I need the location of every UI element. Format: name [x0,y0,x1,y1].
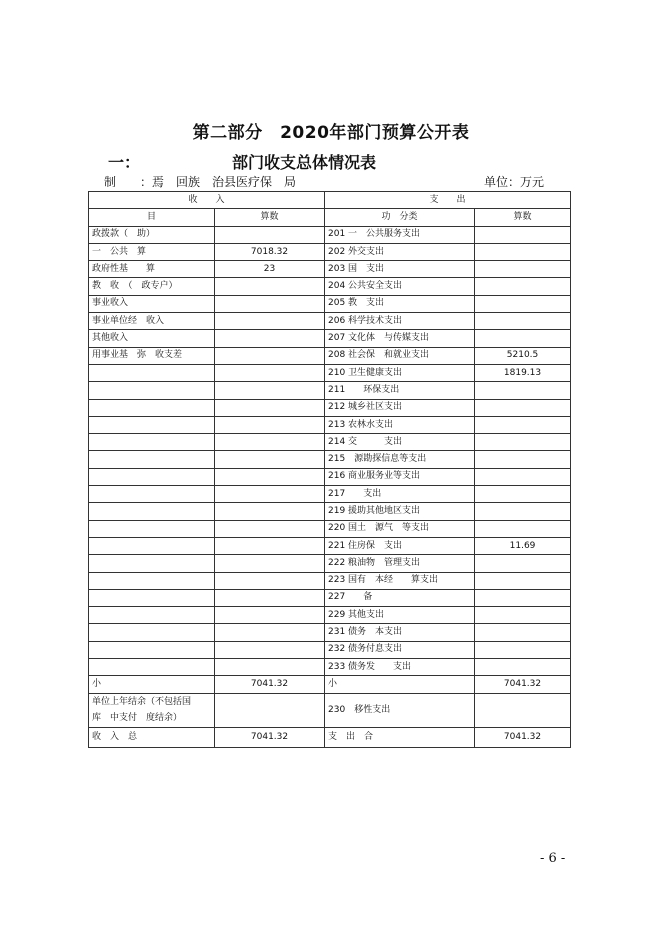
expense-amount [475,520,571,537]
table-row [89,382,571,399]
expense-item: 223 国有 本经 算支出 [325,572,475,589]
expense-amount [475,330,571,347]
expense-item: 214 交 支出 [325,434,475,451]
income-item: 事业单位经 收入 [89,313,215,330]
income-amount [215,416,325,433]
expense-subtotal-amount: 7041.32 [475,676,571,693]
expense-item: 204 公共安全支出 [325,278,475,295]
expense-item: 231 债务 本支出 [325,624,475,641]
expense-amount [475,503,571,520]
income-item: 其他收入 [89,330,215,347]
expense-amount [475,486,571,503]
table-row [89,486,571,503]
table-row [89,416,571,433]
income-header: 收 入 [89,192,325,209]
income-amount [215,434,325,451]
income-item [89,382,215,399]
expense-amount [475,399,571,416]
expense-item: 220 国土 源气 等支出 [325,520,475,537]
expense-item: 219 援助其他地区支出 [325,503,475,520]
expense-amount [475,607,571,624]
expense-item: 233 债务发 支出 [325,659,475,676]
table-row [89,589,571,606]
table-row [89,278,571,295]
income-amount: 23 [215,261,325,278]
income-amount [215,313,325,330]
income-item: 政府性基 算 [89,261,215,278]
expense-amount [475,572,571,589]
income-item [89,503,215,520]
expense-amount [475,313,571,330]
expense-item: 229 其他支出 [325,607,475,624]
income-item: 一 公共 算 [89,243,215,260]
expense-item: 217 支出 [325,486,475,503]
expense-item: 208 社会保 和就业支出 [325,347,475,364]
expense-amount [475,589,571,606]
income-amount [215,537,325,554]
income-item [89,434,215,451]
expense-amount [475,451,571,468]
table-row [89,641,571,658]
expense-item: 221 住房保 支出 [325,537,475,554]
table-row [89,364,571,381]
transfer-expense-label: 230 移性支出 [325,693,475,727]
income-item [89,589,215,606]
header-row-2 [89,209,571,226]
income-amount [215,468,325,485]
income-amount [215,364,325,381]
subtotal-row [89,676,571,693]
income-item [89,416,215,433]
expense-amount [475,624,571,641]
income-amount [215,347,325,364]
income-amount [215,278,325,295]
expense-subtotal-label: 小 [325,676,475,693]
income-amount [215,659,325,676]
expense-amount [475,295,571,312]
income-item [89,520,215,537]
amount-header-2: 算数 [475,209,571,226]
table-row [89,226,571,243]
income-item [89,486,215,503]
expense-item: 216 商业服务业等支出 [325,468,475,485]
income-item: 用事业基 弥 收支差 [89,347,215,364]
income-amount [215,382,325,399]
transfer-expense-amount [475,693,571,727]
organization-line: 制 ：焉 回族 治县医疗保 局 [104,175,297,189]
function-class-header: 功 分类 [325,209,475,226]
table-row [89,313,571,330]
income-amount [215,589,325,606]
table-row [89,607,571,624]
table-row [89,572,571,589]
income-amount [215,226,325,243]
table-row [89,347,571,364]
expense-amount [475,382,571,399]
expense-total-label: 支 出 合 [325,727,475,747]
expense-item: 205 教 支出 [325,295,475,312]
income-item [89,624,215,641]
carryover-label-line1: 单位上年结余（不包括国 [92,697,192,708]
table-row [89,451,571,468]
income-total-amount: 7041.32 [215,727,325,747]
table-row [89,330,571,347]
table-row [89,555,571,572]
income-amount [215,607,325,624]
income-total-label: 收 入 总 [89,727,215,747]
expense-amount [475,468,571,485]
expense-item: 210 卫生健康支出 [325,364,475,381]
income-item [89,451,215,468]
table-row [89,399,571,416]
expense-item: 213 农林水支出 [325,416,475,433]
expense-item: 215 源勘探信息等支出 [325,451,475,468]
total-row [89,727,571,747]
carryover-label-line2: 库 中支付 度结余） [92,713,183,724]
income-amount [215,486,325,503]
expense-amount [475,226,571,243]
expense-item: 207 文化体 与传媒支出 [325,330,475,347]
table-row [89,295,571,312]
amount-header: 算数 [215,209,325,226]
expense-amount: 5210.5 [475,347,571,364]
income-subtotal-label: 小 [89,676,215,693]
expense-amount: 1819.13 [475,364,571,381]
income-item: 教 收 （ 政专户） [89,278,215,295]
expense-amount [475,555,571,572]
table-row [89,537,571,554]
income-item [89,641,215,658]
income-amount [215,503,325,520]
expense-header: 支 出 [325,192,571,209]
income-subtotal-amount: 7041.32 [215,676,325,693]
expense-item: 202 外交支出 [325,243,475,260]
income-amount [215,555,325,572]
income-item [89,607,215,624]
table-row [89,520,571,537]
income-item: 事业收入 [89,295,215,312]
table-row [89,434,571,451]
expense-item: 211 环保支出 [325,382,475,399]
unit-label: 单位：万元 [484,175,545,189]
income-item: 政拨款（ 助） [89,226,215,243]
carryover-row [89,693,571,727]
table-row [89,503,571,520]
header-row-1 [89,192,571,209]
expense-amount [475,261,571,278]
expense-item: 206 科学技术支出 [325,313,475,330]
income-item [89,555,215,572]
income-item [89,364,215,381]
expense-item: 227 备 [325,589,475,606]
expense-item: 203 国 支出 [325,261,475,278]
expense-item: 232 债务付息支出 [325,641,475,658]
income-amount [215,520,325,537]
expense-amount [475,641,571,658]
table-row [89,468,571,485]
income-amount [215,295,325,312]
expense-amount [475,278,571,295]
table-row [89,261,571,278]
expense-item: 222 粮油物 管理支出 [325,555,475,572]
table-row [89,659,571,676]
page-number: - 6 - [540,851,566,866]
income-amount [215,641,325,658]
table-number: 一： [108,153,141,172]
income-amount [215,330,325,347]
income-amount [215,451,325,468]
income-item [89,468,215,485]
carryover-label [89,693,215,727]
carryover-amount [215,693,325,727]
income-item [89,572,215,589]
expense-amount [475,659,571,676]
income-item [89,399,215,416]
income-amount [215,624,325,641]
table-title: 部门收支总体情况表 [232,153,377,172]
income-item [89,537,215,554]
income-amount: 7018.32 [215,243,325,260]
income-item [89,659,215,676]
item-header: 目 [89,209,215,226]
expense-amount [475,434,571,451]
expense-amount: 11.69 [475,537,571,554]
income-amount [215,572,325,589]
expense-total-amount: 7041.32 [475,727,571,747]
expense-item: 212 城乡社区支出 [325,399,475,416]
table-row [89,243,571,260]
table-row [89,624,571,641]
expense-amount [475,416,571,433]
income-amount [215,399,325,416]
page-title: 第二部分 2020年部门预算公开表 [192,123,470,143]
expense-item: 201 一 公共服务支出 [325,226,475,243]
budget-table [88,191,571,748]
expense-amount [475,243,571,260]
